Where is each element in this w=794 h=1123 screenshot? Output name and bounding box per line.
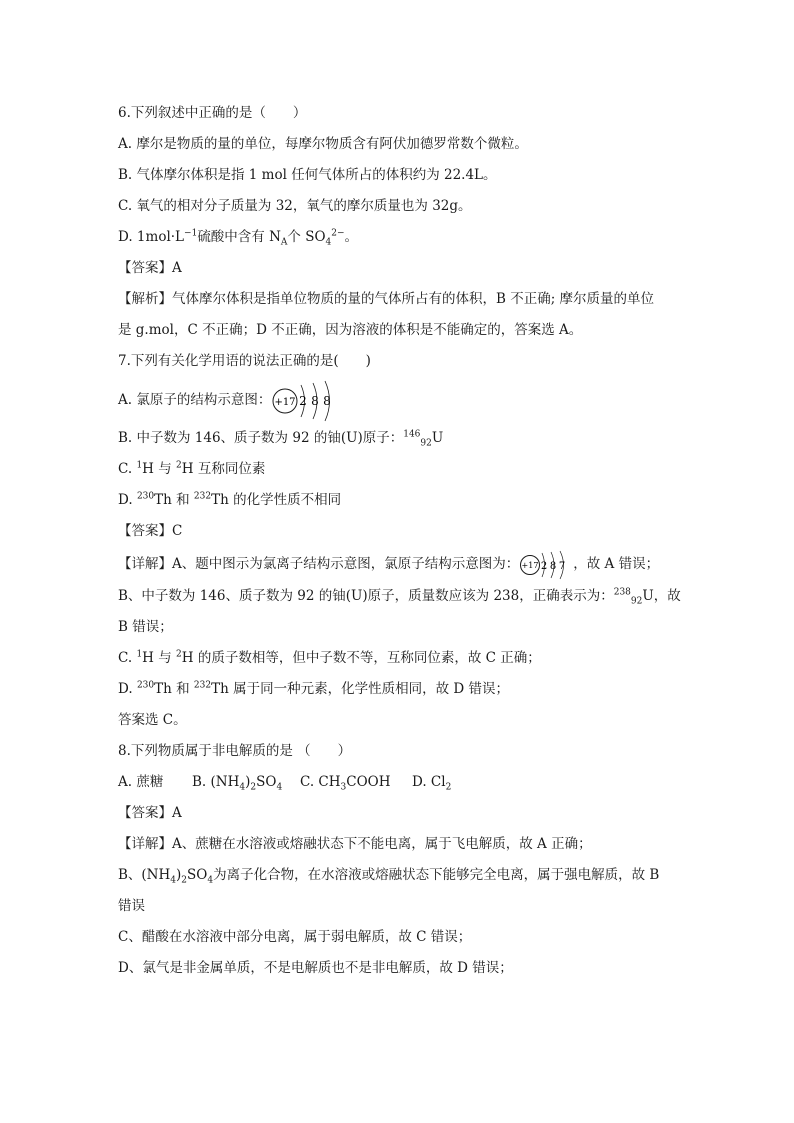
shell-1-count: 2 xyxy=(299,393,308,408)
atom-nucleus: +17 xyxy=(274,396,296,408)
chlorine-atom-diagram xyxy=(519,549,573,581)
q6-option-a: A. 摩尔是物质的量的单位，每摩尔物质含有阿伏加德罗常数个微粒。 xyxy=(118,136,528,152)
q8-detail-b-line-2: 错误 xyxy=(118,898,145,914)
shell-2-count: 8 xyxy=(550,560,557,572)
q8-stem: 8.下列物质属于非电解质的是 （ ） xyxy=(118,743,352,759)
q7-detail-d: D. $^{230}$Th 和 $^{232}$Th 属于同一种元素，化学性质相同，故 D 错误； xyxy=(118,680,510,697)
q8-option-d: D. $Cl_2$ xyxy=(412,774,452,793)
q6-stem: 6.下列叙述中正确的是（ ） xyxy=(118,105,307,121)
q8-option-b: B. $(NH_4)_2SO_4$ xyxy=(192,774,283,793)
q6-analysis-line-1: 【解析】气体摩尔体积是指单位物质的量的气体所占有的体积，B 不正确; 摩尔质量的单位 xyxy=(118,291,655,307)
q7-detail-a: 【详解】A、题中图示为氯离子结构示意图，氯原子结构示意图为： +17 2 8 7 ，故 A 错误； xyxy=(118,547,678,581)
q7-answer: 【答案】C xyxy=(118,523,183,539)
q6-option-d: D. $1mol\cdot L^{-1}$硫酸中含有 $N_A$个 $SO_4^{2-}$。 xyxy=(118,228,359,248)
q7-option-a: A. 氯原子的结构示意图： +17 2 8 8 xyxy=(118,377,678,423)
q8-option-c: C. $CH_3COOH$ xyxy=(300,774,391,793)
q7-detail-c: C. $^1$H 与 $^2$H 的质子数相等，但中子数不等，互称同位素，故 C 正确； xyxy=(118,649,541,666)
chlorine-ion-diagram xyxy=(271,379,343,423)
shell-1-count: 2 xyxy=(541,560,548,572)
q6-answer: 【答案】A xyxy=(118,260,182,276)
q8-detail-a: 【详解】A、蔗糖在水溶液或熔融状态下不能电离，属于飞电解质，故 A 正确； xyxy=(118,836,592,852)
q8-detail-b-line-1: B、$(NH_4)_2SO_4$为离子化合物，在水溶液或熔融状态下能够完全电离，属于强电解质，故 B xyxy=(118,867,660,886)
shell-2-count: 8 xyxy=(311,393,320,408)
shell-3-count: 8 xyxy=(323,393,332,408)
q7-conclusion: 答案选 C。 xyxy=(118,712,187,728)
q7-stem: 7.下列有关化学用语的说法正确的是( ) xyxy=(118,353,371,369)
q7-option-b: B. 中子数为 146、质子数为 92 的铀(U)原子：$^{146}_{92}$U xyxy=(118,429,444,449)
q6-option-b: B. 气体摩尔体积是指 1 mol 任何气体所占的体积约为 22.4L。 xyxy=(118,167,497,183)
q6-analysis-line-2: 是 g.mol，C 不正确；D 不正确，因为溶液的体积是不能确定的，答案选 A。 xyxy=(118,322,583,338)
atom-nucleus: +17 xyxy=(521,560,539,570)
q8-detail-c: C、醋酸在水溶液中部分电离，属于弱电解质，故 C 错误； xyxy=(118,929,472,945)
shell-3-count: 7 xyxy=(559,560,566,572)
q6-option-c: C. 氧气的相对分子质量为 32，氧气的摩尔质量也为 32g。 xyxy=(118,198,472,214)
q8-detail-d: D、氯气是非金属单质，不是电解质也不是非电解质，故 D 错误； xyxy=(118,960,513,976)
q8-options xyxy=(118,767,678,798)
q7-detail-b-line-1: B、中子数为 146、质子数为 92 的铀(U)原子，质量数应该为 238，正确表示为：$^{238}_{92}$U，故 xyxy=(118,587,681,607)
q7-option-d: D. $^{230}$Th 和 $^{232}$Th 的化学性质不相同 xyxy=(118,491,342,508)
q8-answer: 【答案】A xyxy=(118,805,182,821)
q7-detail-b-line-2: B 错误； xyxy=(118,619,173,635)
q7-option-c: C. $^1$H 与 $^2$H 互称同位素 xyxy=(118,460,266,477)
document-page xyxy=(118,98,681,984)
q8-option-a: A. 蔗糖 xyxy=(118,774,164,790)
